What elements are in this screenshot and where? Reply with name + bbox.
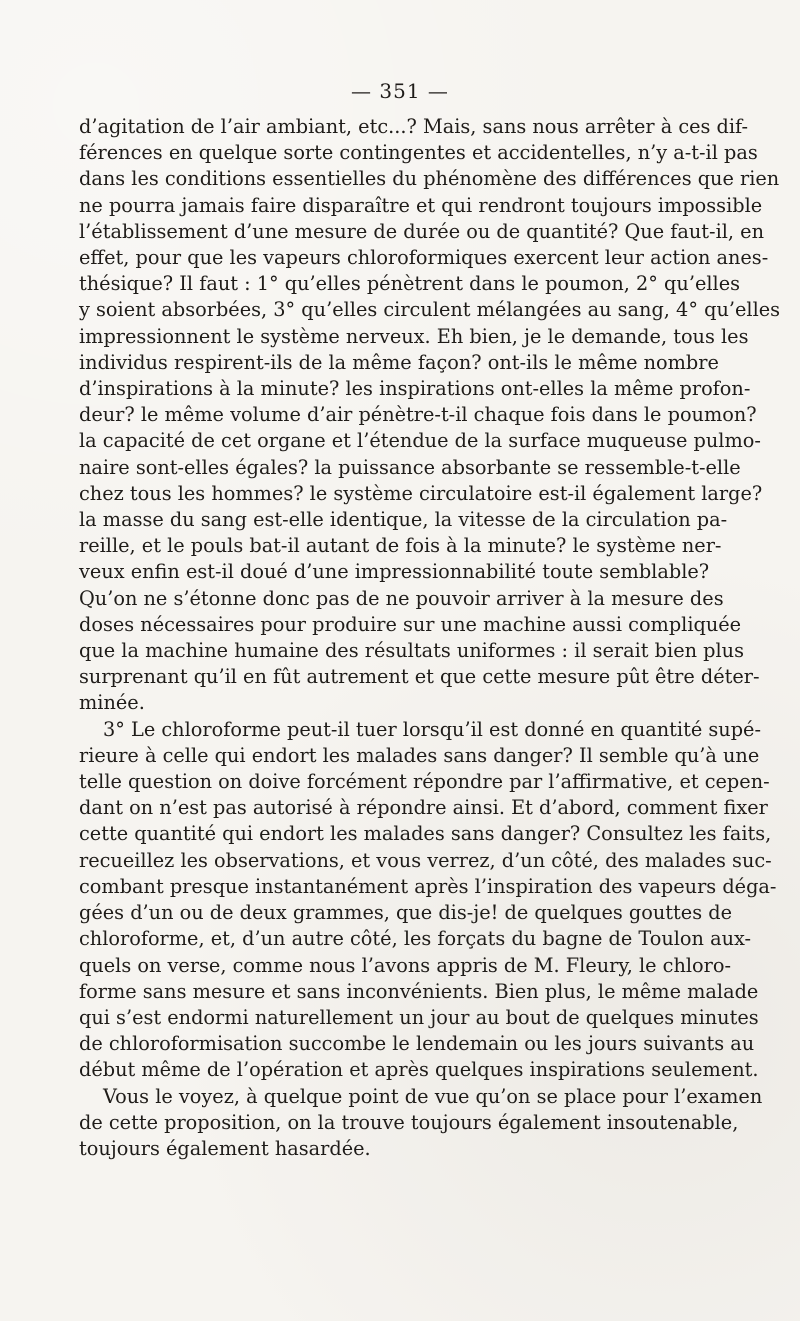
text-line: la capacité de cet organe et l’étendue de la surface muqueuse pulmo- [79,429,761,453]
text-line: impressionnent le système nerveux. Eh bien, je le demande, tous les [79,324,749,348]
text-line: combant presque instantanément après l’inspiration des vapeurs déga- [79,874,777,898]
text-line: d’agitation de l’air ambiant, etc...? Mais, sans nous arrêter à ces dif- [79,115,749,138]
text-line: cette quantité qui endort les malades sans danger? Consultez les faits, [79,822,772,846]
text-line: férences en quelque sorte contingentes et accidentelles, n’y a-t-il pas [79,141,758,165]
text-line: veux enfin est-il doué d’une impressionnabilité toute semblable? [79,560,710,584]
text-line: de chloroformisation succombe le lendemain ou les jours suivants au [79,1032,755,1056]
text-line: minée. [79,691,145,715]
text-line: début même de l’opération et après quelques inspirations seulement. [79,1058,759,1082]
text-line: reille, et le pouls bat-il autant de fois à la minute? le système ner- [79,534,722,558]
text-line: rieure à celle qui endort les malades sans danger? Il semble qu’à une [79,743,760,767]
text-line: 3° Le chloroforme peut-il tuer lorsqu’il est donné en quantité supé- [103,717,761,741]
page-number-header: — 351 — [351,79,449,103]
text-line: y soient absorbées, 3° qu’elles circulent mélangées au sang, 4° qu’elles [79,298,781,322]
text-line: toujours également hasardée. [79,1136,371,1160]
text-line: doses nécessaires pour produire sur une machine aussi compliquée [79,612,742,636]
text-line: dans les conditions essentielles du phénomène des différences que rien [79,167,780,191]
text-line: recueillez les observations, et vous verrez, d’un côté, des malades suc- [79,848,772,872]
text-line: la masse du sang est-elle identique, la vitesse de la circulation pa- [79,508,728,532]
page-body [79,114,781,1162]
text-line: forme sans mesure et sans inconvénients. Bien plus, le même malade [79,979,759,1003]
text-line: d’inspirations à la minute? les inspirations ont-elles la même profon- [79,377,751,401]
text-line: de cette proposition, on la trouve toujours également insoutenable, [79,1110,739,1134]
text-line: naire sont-elles égales? la puissance absorbante se ressemble-t-elle [79,455,741,479]
text-line: chez tous les hommes? le système circulatoire est-il également large? [79,481,763,505]
text-line: chloroforme, et, d’un autre côté, les forçats du bagne de Toulon aux- [79,927,752,951]
text-line: qui s’est endormi naturellement un jour au bout de quelques minutes [79,1005,759,1029]
text-line: telle question on doive forcément répondre par l’affirmative, et cepen- [79,770,770,794]
text-line: deur? le même volume d’air pénètre-t-il chaque fois dans le poumon? [79,403,757,427]
text-line: quels on verse, comme nous l’avons appris de M. Fleury, le chloro- [79,953,732,977]
text-line: dant on n’est pas autorisé à répondre ainsi. Et d’abord, comment fixer [79,796,768,820]
text-line: ne pourra jamais faire disparaître et qui rendront toujours impossible [79,193,763,217]
text-line: gées d’un ou de deux grammes, que dis-je! de quelques gouttes de [79,901,732,925]
text-line: effet, pour que les vapeurs chloroformiques exercent leur action anes- [79,246,769,270]
text-line: Vous le voyez, à quelque point de vue qu’on se place pour l’examen [103,1084,763,1108]
text-line: Qu’on ne s’étonne donc pas de ne pouvoir arriver à la mesure des [79,586,724,610]
text-line: que la machine humaine des résultats uniformes : il serait bien plus [79,639,744,663]
text-line: thésique? Il faut : 1° qu’elles pénètrent dans le poumon, 2° qu’elles [79,272,740,296]
text-line: individus respirent-ils de la même façon? ont-ils le même nombre [79,350,719,374]
text-line: surprenant qu’il en fût autrement et que cette mesure pût être déter- [79,665,760,689]
text-line: l’établissement d’une mesure de durée ou de quantité? Que faut-il, en [79,219,764,243]
